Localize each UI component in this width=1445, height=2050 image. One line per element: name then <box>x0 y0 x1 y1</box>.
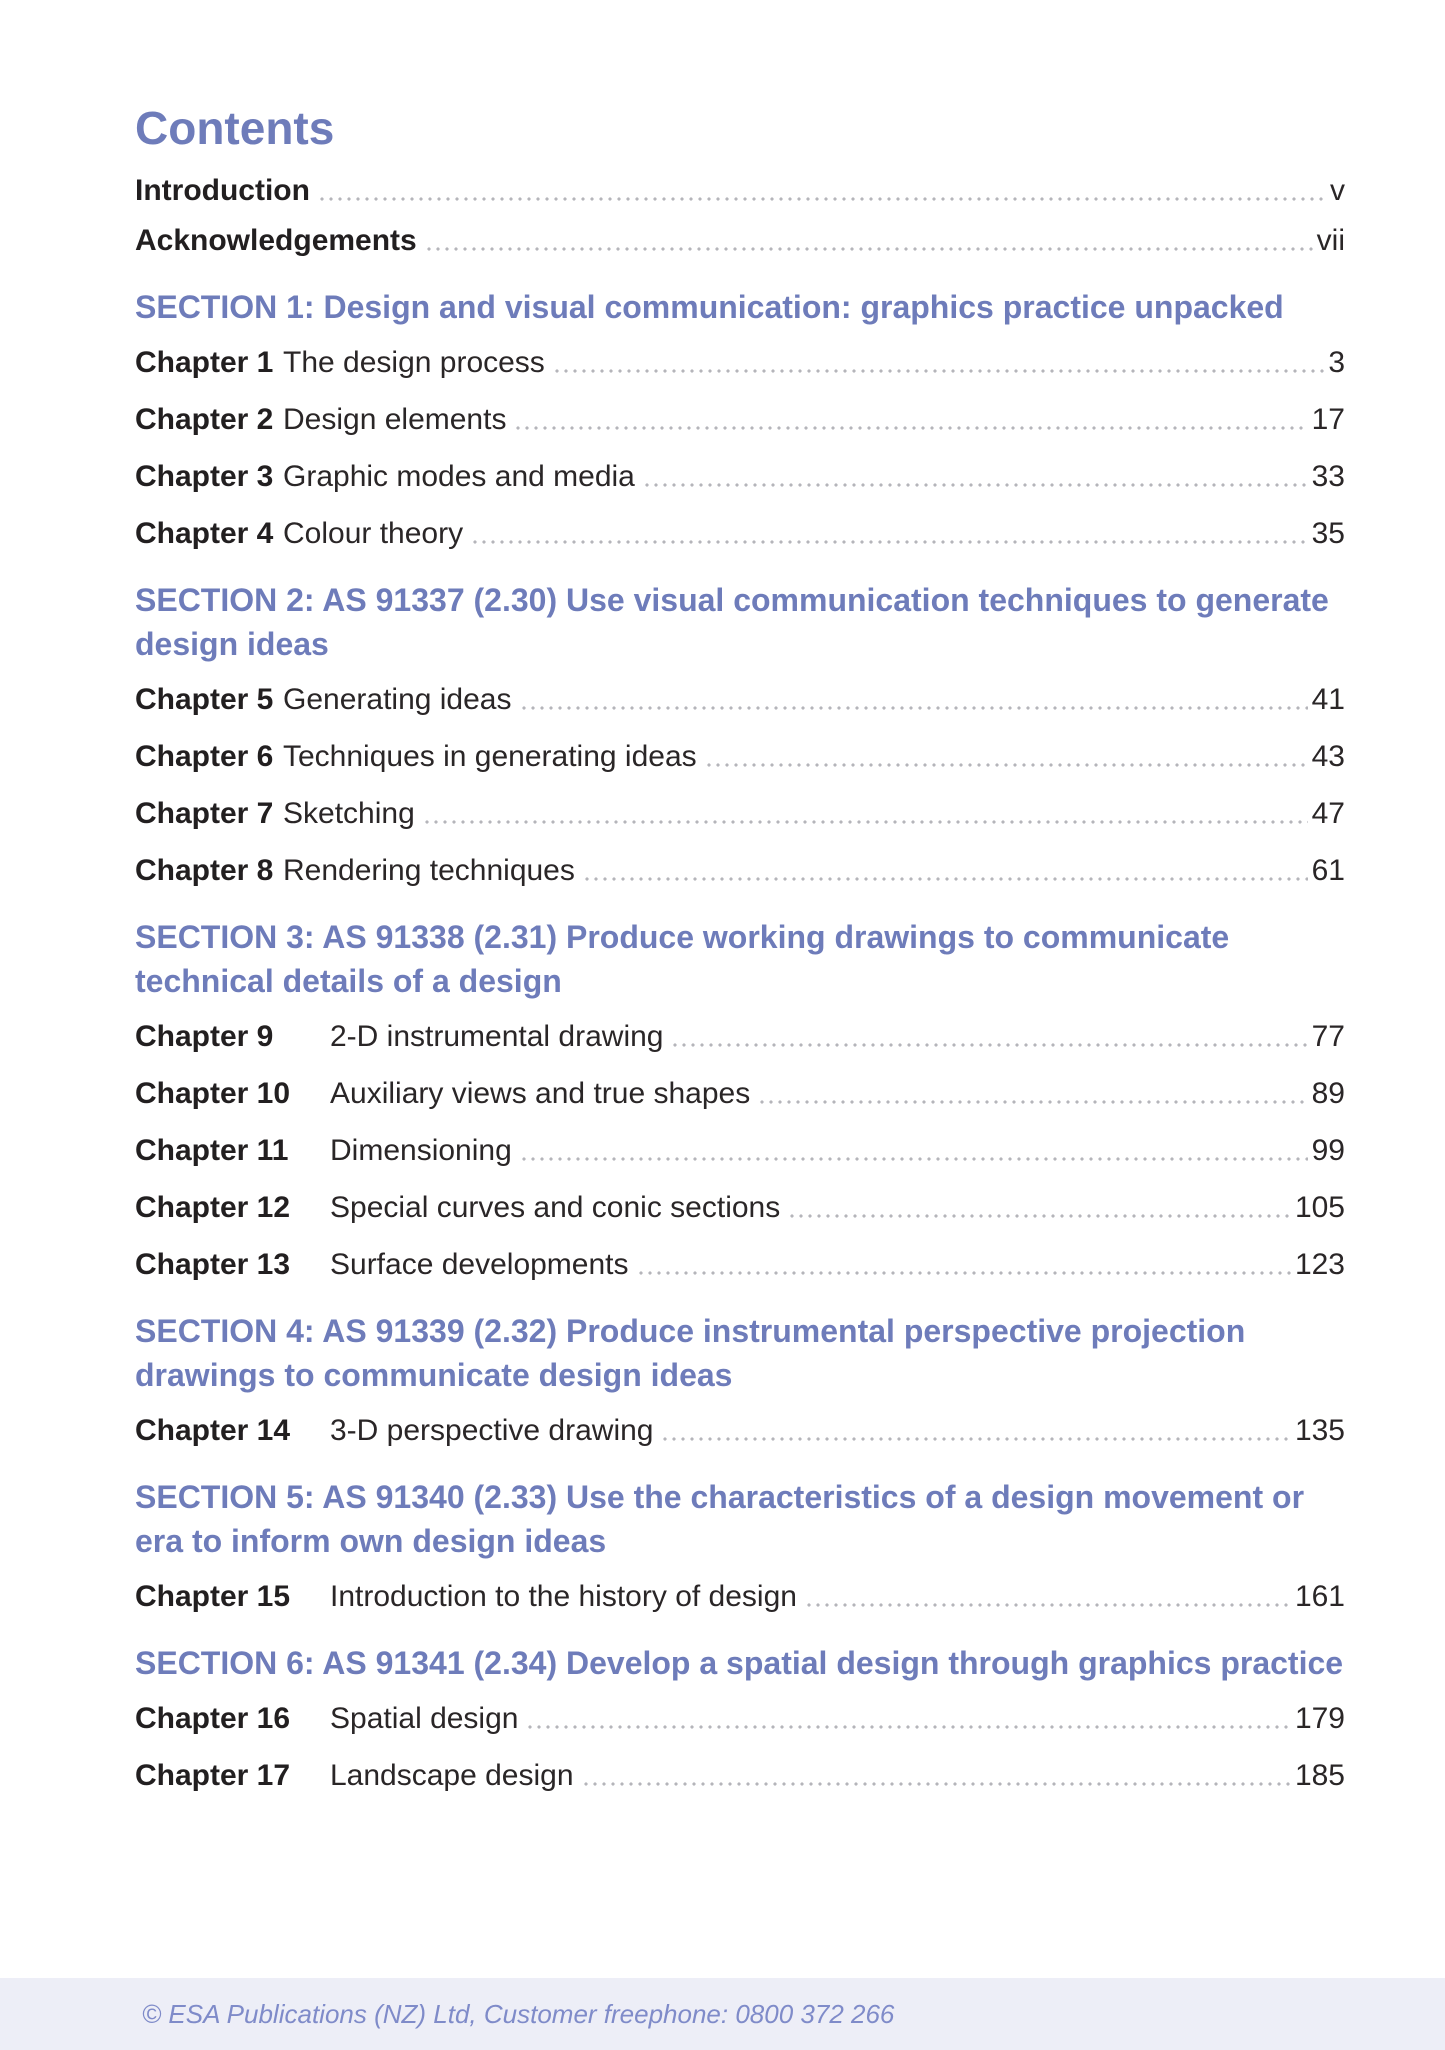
dot-leader <box>673 1043 1307 1047</box>
page-number: 99 <box>1311 1133 1345 1167</box>
page-number: 47 <box>1311 796 1345 830</box>
chapter-label: Chapter 4 <box>135 516 274 550</box>
front-matter <box>135 173 1345 259</box>
chapter-label: Chapter 16 <box>135 1701 291 1735</box>
dot-leader <box>645 483 1308 487</box>
page-number: 105 <box>1294 1190 1345 1224</box>
page-number: v <box>1330 173 1345 207</box>
chapter-title: Generating ideas <box>283 682 512 716</box>
toc-entry-row <box>135 796 1345 832</box>
dot-leader <box>528 1725 1290 1729</box>
chapter-label: Chapter 14 <box>135 1413 291 1447</box>
page-number: 3 <box>1328 345 1345 379</box>
page-number: 43 <box>1311 739 1345 773</box>
chapter-title: Sketching <box>283 796 415 830</box>
chapter-title: Colour theory <box>283 516 464 550</box>
page-number: 123 <box>1294 1247 1345 1281</box>
toc-entry-row <box>135 459 1345 495</box>
entry-label: Acknowledgements <box>135 223 417 257</box>
chapter-title: Special curves and conic sections <box>330 1190 781 1224</box>
sections <box>135 285 1345 1794</box>
toc-section <box>135 578 1345 889</box>
page-number: 35 <box>1311 516 1345 550</box>
dot-leader <box>522 1157 1308 1161</box>
chapter-title: Design elements <box>283 402 507 436</box>
chapter-title: 2-D instrumental drawing <box>330 1019 664 1053</box>
toc-entry-row <box>135 223 1345 259</box>
toc-entry-row <box>135 853 1345 889</box>
toc-section <box>135 285 1345 552</box>
section-heading: SECTION 1: Design and visual communication: graphics practice unpacked <box>135 288 1284 325</box>
dot-leader <box>760 1100 1307 1104</box>
toc-entry-row <box>135 345 1345 381</box>
chapter-title: Surface developments <box>330 1247 629 1281</box>
chapter-label: Chapter 8 <box>135 853 274 887</box>
toc-entry-row <box>135 173 1345 209</box>
chapter-title: Landscape design <box>330 1758 574 1792</box>
dot-leader <box>555 369 1325 373</box>
toc-section <box>135 915 1345 1283</box>
toc-section <box>135 1309 1345 1449</box>
toc-entry-row <box>135 1076 1345 1112</box>
dot-leader <box>639 1271 1291 1275</box>
toc-entry-row <box>135 1701 1345 1737</box>
section-heading: SECTION 3: AS 91338 (2.31) Produce working drawings to communicate technical details of a design <box>135 918 1230 999</box>
toc-entry-row <box>135 1190 1345 1226</box>
chapter-label: Chapter 1 <box>135 345 274 379</box>
chapter-title: Techniques in generating ideas <box>283 739 697 773</box>
chapter-title: Spatial design <box>330 1701 519 1735</box>
page-number: 33 <box>1311 459 1345 493</box>
page-number: 61 <box>1311 853 1345 887</box>
chapter-label: Chapter 9 <box>135 1019 274 1053</box>
chapter-label: Chapter 2 <box>135 402 274 436</box>
dot-leader <box>584 1782 1291 1786</box>
dot-leader <box>707 763 1308 767</box>
page-number: vii <box>1316 223 1345 257</box>
page-number: 89 <box>1311 1076 1345 1110</box>
chapter-label: Chapter 11 <box>135 1133 289 1167</box>
dot-leader <box>807 1603 1291 1607</box>
dot-leader <box>516 426 1307 430</box>
toc-section <box>135 1641 1345 1794</box>
dot-leader <box>473 540 1308 544</box>
page-number: 77 <box>1311 1019 1345 1053</box>
chapter-title: Rendering techniques <box>283 853 575 887</box>
section-heading: SECTION 2: AS 91337 (2.30) Use visual communication techniques to generate design ideas <box>135 581 1329 662</box>
toc-entry-row <box>135 1019 1345 1055</box>
chapter-title: Introduction to the history of design <box>330 1579 797 1613</box>
toc-entry-row <box>135 516 1345 552</box>
section-heading: SECTION 5: AS 91340 (2.33) Use the characteristics of a design movement or era to inform own design ideas <box>135 1478 1305 1559</box>
page-number: 41 <box>1311 682 1345 716</box>
chapter-label: Chapter 5 <box>135 682 274 716</box>
toc-entry-row <box>135 1758 1345 1794</box>
toc-entry-row <box>135 682 1345 718</box>
toc-content <box>135 0 1345 1815</box>
dot-leader <box>663 1437 1290 1441</box>
toc-entry-row <box>135 1413 1345 1449</box>
chapter-title: The design process <box>283 345 545 379</box>
chapter-label: Chapter 7 <box>135 796 274 830</box>
dot-leader <box>427 247 1313 251</box>
entry-label: Introduction <box>135 173 310 207</box>
toc-section <box>135 1475 1345 1615</box>
page-number: 135 <box>1294 1413 1345 1447</box>
section-heading: SECTION 4: AS 91339 (2.32) Produce instrumental perspective projection drawings to communicate design ideas <box>135 1312 1246 1393</box>
chapter-label: Chapter 6 <box>135 739 274 773</box>
chapter-label: Chapter 17 <box>135 1758 291 1792</box>
chapter-label: Chapter 3 <box>135 459 274 493</box>
chapter-label: Chapter 12 <box>135 1190 291 1224</box>
footer-bar <box>0 1978 1445 2050</box>
dot-leader <box>522 706 1308 710</box>
page-title: Contents <box>135 102 335 154</box>
chapter-title: Dimensioning <box>330 1133 512 1167</box>
chapter-title: Graphic modes and media <box>283 459 635 493</box>
chapter-title: 3-D perspective drawing <box>330 1413 654 1447</box>
chapter-label: Chapter 13 <box>135 1247 291 1281</box>
page-number: 179 <box>1294 1701 1345 1735</box>
toc-entry-row <box>135 1133 1345 1169</box>
page-number: 17 <box>1311 402 1345 436</box>
chapter-label: Chapter 10 <box>135 1076 291 1110</box>
toc-entry-row <box>135 1579 1345 1615</box>
section-heading: SECTION 6: AS 91341 (2.34) Develop a spatial design through graphics practice <box>135 1644 1344 1681</box>
toc-entry-row <box>135 739 1345 775</box>
toc-entry-row <box>135 1247 1345 1283</box>
page-number: 161 <box>1294 1579 1345 1613</box>
page-number: 185 <box>1294 1758 1345 1792</box>
dot-leader <box>585 877 1308 881</box>
chapter-label: Chapter 15 <box>135 1579 291 1613</box>
dot-leader <box>425 820 1308 824</box>
toc-entry-row <box>135 402 1345 438</box>
dot-leader <box>790 1214 1291 1218</box>
footer-text: © ESA Publications (NZ) Ltd, Customer freephone: 0800 372 266 <box>142 1998 895 2029</box>
chapter-title: Auxiliary views and true shapes <box>330 1076 751 1110</box>
dot-leader <box>320 197 1326 201</box>
